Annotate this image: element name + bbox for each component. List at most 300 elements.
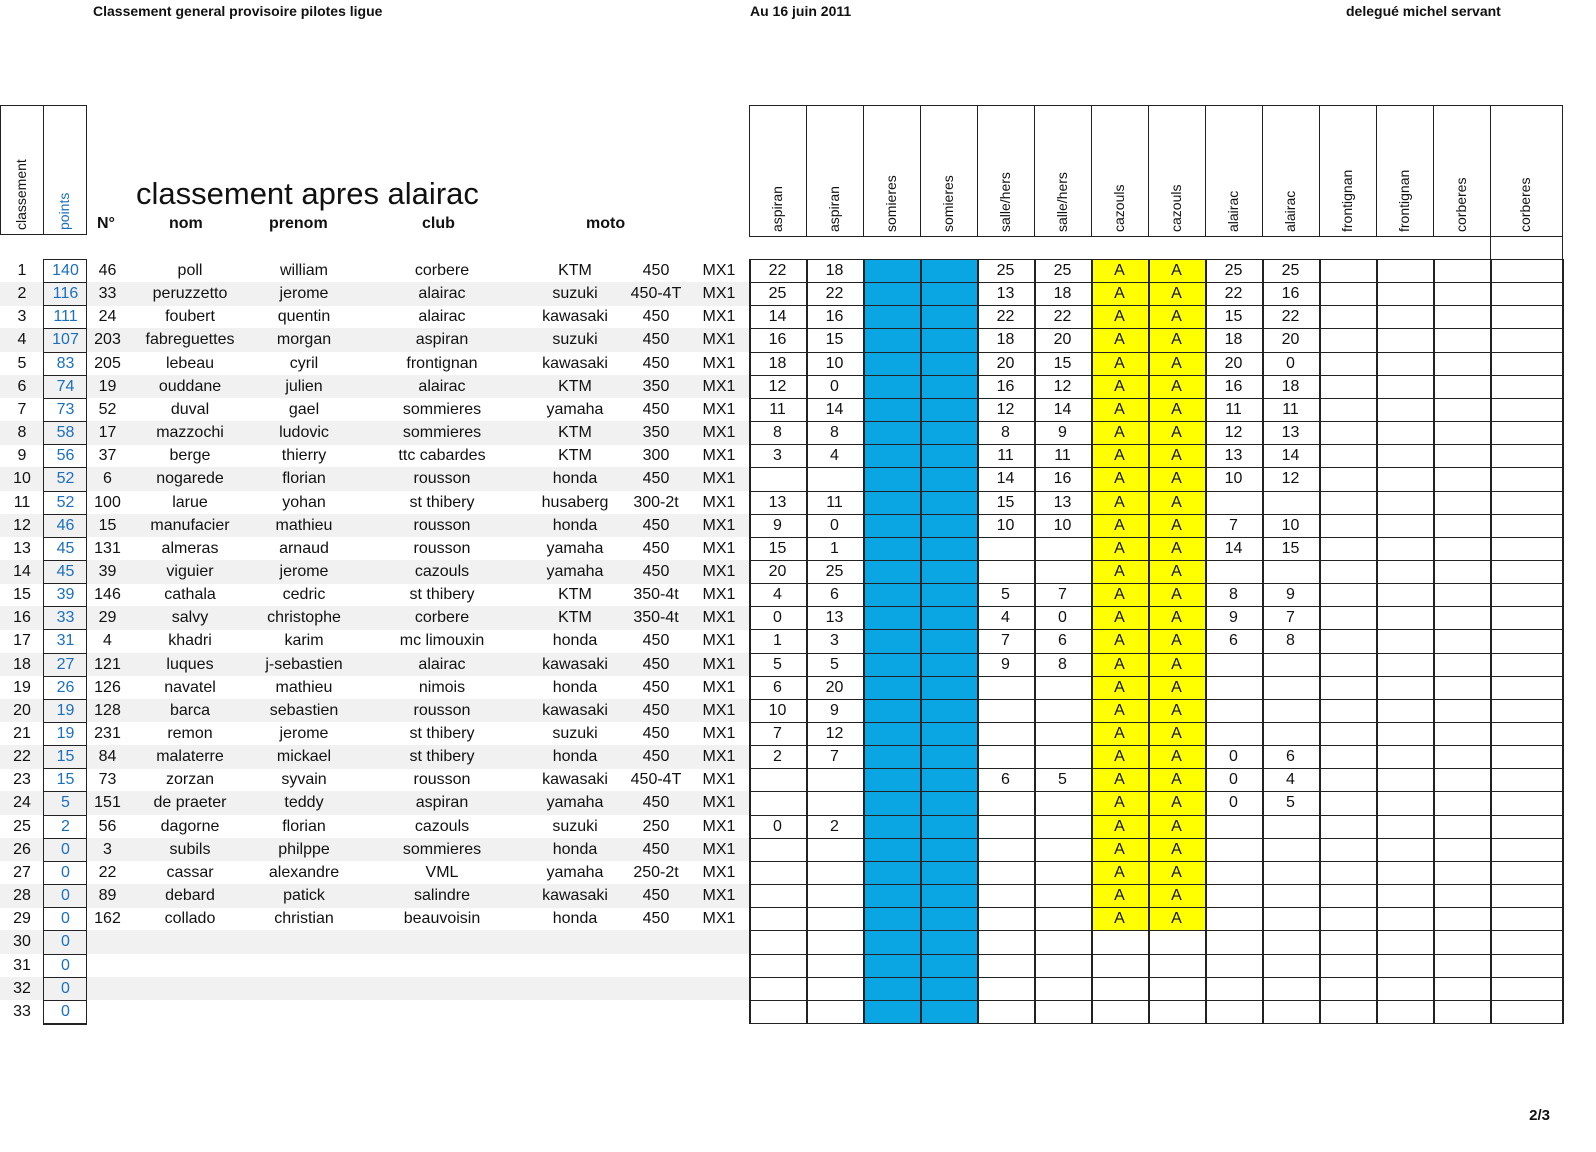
- grid-vline: [1433, 259, 1435, 1024]
- cell-prenom: florian: [282, 817, 326, 835]
- cell-nom: fabreguettes: [145, 331, 235, 349]
- cell-cat: MX1: [702, 748, 736, 766]
- cell-score: 8: [830, 424, 839, 442]
- cell-cyl: 450: [642, 887, 670, 905]
- cell-cat: MX1: [702, 447, 736, 465]
- cell-marque: yamaha: [546, 400, 604, 418]
- cell-cyl: 450: [642, 539, 670, 557]
- cell-num: 126: [94, 678, 121, 696]
- cell-cyl: 450: [642, 701, 670, 719]
- cell-score: 25: [996, 262, 1015, 279]
- cell-points: 19: [56, 701, 75, 719]
- cell-points: 56: [56, 447, 75, 465]
- page-number: 2/3: [1529, 1107, 1550, 1124]
- cell-marque: suzuki: [552, 285, 598, 303]
- cell-score: A: [1171, 470, 1182, 488]
- cell-score: 25: [1281, 262, 1300, 279]
- cell-cyl: 450: [642, 516, 670, 534]
- cell-score: 9: [1058, 424, 1067, 442]
- cell-score: A: [1114, 632, 1125, 650]
- cell-score: 11: [1225, 400, 1242, 418]
- cell-marque: honda: [552, 678, 598, 696]
- cell-score: A: [1171, 493, 1182, 511]
- cell-score: A: [1114, 840, 1125, 858]
- cell-score: 0: [773, 609, 782, 627]
- race-header-label: cazouls: [1167, 184, 1184, 232]
- cell-prenom: patick: [283, 887, 325, 905]
- cell-cyl: 250-2t: [633, 863, 679, 881]
- cell-score: 16: [1281, 285, 1300, 303]
- race-header-label: somieres: [939, 175, 956, 232]
- cell-num: 121: [94, 655, 121, 673]
- cell-points: 74: [56, 377, 75, 395]
- cell-score: A: [1171, 586, 1182, 604]
- race-header-label: salle/hers: [1053, 172, 1070, 232]
- grid-hline: [749, 954, 1563, 955]
- race-header-label: frontignan: [1338, 169, 1355, 232]
- cell-cat: MX1: [702, 725, 736, 742]
- cell-score: 18: [1281, 377, 1300, 395]
- cell-score: 25: [1224, 262, 1243, 279]
- cell-score: 11: [826, 493, 843, 511]
- cell-score: A: [1171, 331, 1182, 349]
- cell-score: A: [1114, 586, 1125, 604]
- cell-score: 8: [1286, 632, 1295, 650]
- cell-points: 0: [61, 887, 70, 905]
- cell-club: rousson: [413, 516, 471, 534]
- cell-score: A: [1171, 863, 1182, 881]
- cell-nom: ouddane: [158, 377, 222, 395]
- cell-marque: honda: [552, 470, 598, 488]
- cell-num: 29: [98, 609, 117, 627]
- cell-rank: 28: [13, 887, 31, 905]
- cell-score: A: [1171, 377, 1182, 395]
- cell-score: 8: [1229, 586, 1238, 604]
- cell-cyl: 350: [642, 377, 670, 395]
- cell-rank: 24: [13, 794, 31, 812]
- cell-club: rousson: [413, 539, 471, 557]
- cell-score: 0: [830, 516, 839, 534]
- cell-score: A: [1171, 609, 1182, 627]
- cell-score: 13: [768, 493, 787, 511]
- cell-marque: honda: [552, 840, 598, 858]
- cell-marque: KTM: [558, 424, 592, 442]
- cell-score: A: [1114, 331, 1125, 349]
- cell-cat: MX1: [702, 562, 736, 580]
- cell-score: 15: [768, 539, 787, 557]
- cell-prenom: philppe: [278, 840, 330, 858]
- cell-rank: 4: [17, 331, 27, 349]
- cell-score: A: [1171, 725, 1182, 742]
- cell-score: 6: [1229, 632, 1238, 650]
- cell-club: st thibery: [409, 748, 475, 766]
- cell-prenom: j-sebastien: [265, 655, 343, 673]
- race-header-label: alairac: [1224, 190, 1241, 232]
- cell-score: A: [1171, 400, 1182, 418]
- cell-score: 9: [1001, 655, 1010, 673]
- column-nom: nom: [169, 215, 203, 232]
- cell-score: 0: [1286, 354, 1295, 372]
- cell-score: 5: [830, 655, 839, 673]
- cell-score: 15: [1053, 354, 1072, 372]
- cell-points: 0: [61, 863, 70, 881]
- cell-nom: berge: [169, 447, 211, 465]
- cell-cat: MX1: [702, 863, 736, 881]
- cell-points: 33: [56, 609, 75, 627]
- cell-score: 20: [1281, 331, 1300, 349]
- cell-score: 16: [1224, 377, 1243, 395]
- cell-marque: husaberg: [541, 493, 609, 511]
- cell-cat: MX1: [702, 910, 736, 928]
- cell-rank: 21: [13, 725, 31, 742]
- cell-score: A: [1171, 655, 1182, 673]
- cell-num: 17: [98, 424, 117, 442]
- cell-points: 0: [61, 1002, 70, 1020]
- cell-club: beauvoisin: [403, 910, 481, 928]
- cell-score: 20: [996, 354, 1015, 372]
- cell-points: 15: [56, 771, 75, 789]
- cell-club: alairac: [418, 377, 466, 395]
- cell-score: A: [1114, 817, 1125, 835]
- cell-score: 2: [773, 748, 782, 766]
- cell-points: 2: [61, 817, 70, 835]
- cell-prenom: karim: [284, 632, 324, 650]
- cell-cat: MX1: [702, 701, 736, 719]
- race-header-label: aspiran: [768, 186, 785, 232]
- cell-club: aspiran: [415, 331, 469, 349]
- cell-rank: 11: [13, 493, 31, 511]
- race-header-label: cazouls: [1110, 184, 1127, 232]
- cell-rank: 12: [13, 516, 31, 534]
- points-label: points: [56, 192, 72, 230]
- cell-score: 4: [1001, 609, 1010, 627]
- cell-score: 20: [1224, 354, 1243, 372]
- cell-nom: collado: [164, 910, 216, 928]
- cell-cat: MX1: [702, 424, 736, 442]
- grid-vline: [1376, 259, 1378, 1024]
- cell-score: 16: [825, 308, 844, 326]
- cell-nom: zorzan: [165, 771, 215, 789]
- cell-points: 0: [61, 979, 70, 997]
- cell-nom: peruzzetto: [152, 285, 228, 303]
- cell-score: 11: [1282, 400, 1299, 418]
- cell-score: A: [1114, 447, 1125, 465]
- cell-score: 9: [1286, 586, 1295, 604]
- cell-score: 0: [773, 817, 782, 835]
- cell-club: sommieres: [402, 400, 482, 418]
- cell-marque: honda: [552, 632, 598, 650]
- cell-score: 12: [825, 725, 844, 742]
- cell-score: 18: [1053, 285, 1072, 303]
- cell-cyl: 250: [642, 817, 670, 835]
- grid-vline: [1490, 259, 1492, 1024]
- cell-score: 8: [1058, 655, 1067, 673]
- cell-num: 231: [94, 725, 121, 742]
- cell-score: 1: [830, 539, 839, 557]
- cell-prenom: thierry: [281, 447, 327, 465]
- race-header-gap: [1490, 236, 1563, 260]
- cell-score: 4: [1286, 771, 1295, 789]
- cell-score: 0: [1229, 794, 1238, 812]
- race-header-label: salle/hers: [996, 172, 1013, 232]
- cell-score: 5: [1058, 771, 1067, 789]
- cell-cyl: 300: [642, 447, 670, 465]
- cell-score: A: [1114, 794, 1125, 812]
- cell-points: 0: [61, 956, 70, 974]
- cell-prenom: jerome: [279, 562, 329, 580]
- column-club: club: [422, 215, 455, 232]
- cell-nom: mazzochi: [156, 424, 224, 442]
- cell-marque: KTM: [558, 609, 592, 627]
- cell-num: 19: [98, 377, 117, 395]
- cell-score: 22: [1224, 285, 1243, 303]
- cell-marque: kawasaki: [542, 887, 608, 905]
- cell-cat: MX1: [702, 632, 736, 650]
- cell-score: 14: [996, 470, 1015, 488]
- cell-points: 52: [56, 470, 75, 488]
- cell-club: alairac: [418, 285, 466, 303]
- cell-cyl: 350-4t: [633, 609, 679, 627]
- cell-score: 12: [1224, 424, 1243, 442]
- cell-prenom: cyril: [289, 354, 319, 372]
- cell-score: A: [1114, 539, 1125, 557]
- cell-cat: MX1: [702, 493, 736, 511]
- cell-rank: 14: [13, 562, 31, 580]
- cell-rank: 15: [13, 586, 31, 604]
- cell-rank: 23: [13, 771, 31, 789]
- cell-prenom: christophe: [267, 609, 341, 627]
- cell-score: A: [1114, 678, 1125, 696]
- cell-rank: 25: [13, 817, 31, 835]
- cell-score: 25: [825, 562, 844, 580]
- cell-score: A: [1114, 285, 1125, 303]
- cell-club: aspiran: [415, 794, 469, 812]
- cell-score: 6: [773, 678, 782, 696]
- cell-score: 13: [1281, 424, 1300, 442]
- cell-nom: nogarede: [156, 470, 224, 488]
- cell-num: 203: [94, 331, 121, 349]
- cell-score: 6: [1001, 771, 1010, 789]
- cell-prenom: sebastien: [269, 701, 339, 719]
- cell-score: A: [1171, 262, 1182, 279]
- cell-cyl: 450-4T: [630, 771, 682, 789]
- cell-score: A: [1171, 562, 1182, 580]
- cell-score: A: [1114, 308, 1125, 326]
- cell-prenom: william: [280, 262, 328, 279]
- cell-score: 20: [1053, 331, 1072, 349]
- cell-score: 14: [1281, 447, 1300, 465]
- cell-score: A: [1114, 655, 1125, 673]
- cell-prenom: mathieu: [275, 516, 333, 534]
- cell-score: 14: [1224, 539, 1243, 557]
- cell-rank: 31: [13, 956, 31, 974]
- cell-points: 19: [56, 725, 75, 742]
- cell-num: 162: [94, 910, 121, 928]
- cell-rank: 29: [13, 910, 31, 928]
- cell-score: 0: [1229, 748, 1238, 766]
- cell-score: 4: [830, 447, 839, 465]
- cell-marque: suzuki: [552, 725, 598, 742]
- cell-score: A: [1114, 354, 1125, 372]
- cell-points: 5: [61, 794, 70, 812]
- cell-club: cazouls: [414, 817, 470, 835]
- cell-cat: MX1: [702, 539, 736, 557]
- cell-cat: MX1: [702, 586, 736, 604]
- cell-rank: 22: [13, 748, 31, 766]
- cell-score: 25: [768, 285, 787, 303]
- cell-score: 0: [1229, 771, 1238, 789]
- cell-club: ttc cabardes: [398, 447, 486, 465]
- cell-score: A: [1114, 910, 1125, 928]
- cell-score: A: [1171, 516, 1182, 534]
- cell-club: nimois: [418, 678, 466, 696]
- cell-nom: remon: [167, 725, 213, 742]
- cell-prenom: mickael: [276, 748, 332, 766]
- race-header-label: frontignan: [1395, 169, 1412, 232]
- cell-score: 9: [1229, 609, 1238, 627]
- cell-marque: suzuki: [552, 331, 598, 349]
- cell-num: 56: [98, 817, 117, 835]
- column-moto: moto: [586, 215, 626, 232]
- cell-points: 52: [56, 493, 75, 511]
- cell-score: A: [1114, 701, 1125, 719]
- cell-marque: yamaha: [546, 539, 604, 557]
- cell-nom: foubert: [165, 308, 215, 326]
- cell-marque: suzuki: [552, 817, 598, 835]
- cell-cyl: 450: [642, 308, 670, 326]
- cell-nom: salvy: [171, 609, 209, 627]
- cell-rank: 13: [13, 539, 31, 557]
- cell-prenom: yohan: [282, 493, 326, 511]
- cell-score: 13: [1053, 493, 1072, 511]
- cell-score: 18: [996, 331, 1015, 349]
- cell-rank: 7: [17, 400, 27, 418]
- cell-club: cazouls: [414, 562, 470, 580]
- cell-points: 45: [56, 562, 75, 580]
- cell-cat: MX1: [702, 609, 736, 627]
- cell-rank: 1: [17, 262, 27, 279]
- cell-num: 151: [94, 794, 121, 812]
- cell-score: 12: [1053, 377, 1072, 395]
- cell-score: A: [1171, 632, 1182, 650]
- cell-prenom: teddy: [284, 794, 324, 812]
- cell-cyl: 450: [642, 562, 670, 580]
- cell-num: 3: [103, 840, 112, 858]
- cell-marque: KTM: [558, 586, 592, 604]
- cell-cyl: 450: [642, 748, 670, 766]
- cell-score: 18: [768, 354, 787, 372]
- cell-marque: KTM: [558, 447, 592, 465]
- cell-cat: MX1: [702, 400, 736, 418]
- cell-score: 5: [773, 655, 782, 673]
- cell-marque: kawasaki: [542, 655, 608, 673]
- cell-cat: MX1: [702, 794, 736, 812]
- cell-score: 11: [997, 447, 1014, 465]
- cell-num: 6: [103, 470, 112, 488]
- cell-score: A: [1171, 817, 1182, 835]
- cell-cat: MX1: [702, 308, 736, 326]
- cell-score: 9: [773, 516, 782, 534]
- cell-score: 12: [1281, 470, 1300, 488]
- cell-score: 1: [773, 632, 782, 650]
- cell-num: 46: [98, 262, 117, 279]
- cell-score: A: [1171, 447, 1182, 465]
- cell-score: 18: [825, 262, 844, 279]
- cell-rank: 20: [13, 701, 31, 719]
- cell-club: VML: [425, 863, 459, 881]
- cell-cat: MX1: [702, 655, 736, 673]
- cell-score: 5: [1286, 794, 1295, 812]
- cell-score: 5: [1001, 586, 1010, 604]
- cell-score: 22: [996, 308, 1015, 326]
- grid-vline: [863, 259, 865, 1024]
- column-num: N°: [97, 215, 115, 232]
- cell-rank: 3: [17, 308, 27, 326]
- cell-score: A: [1114, 771, 1125, 789]
- cell-marque: yamaha: [546, 863, 604, 881]
- cell-num: 128: [94, 701, 121, 719]
- cell-score: A: [1171, 771, 1182, 789]
- cell-nom: larue: [172, 493, 208, 511]
- cell-cyl: 450: [642, 794, 670, 812]
- cell-club: rousson: [413, 701, 471, 719]
- race-header-label: somieres: [882, 175, 899, 232]
- cell-score: 3: [830, 632, 839, 650]
- report-date: Au 16 juin 2011: [750, 3, 852, 19]
- cell-rank: 5: [17, 354, 27, 372]
- cell-prenom: ludovic: [279, 424, 329, 442]
- cell-num: 146: [94, 586, 121, 604]
- cell-points: 116: [52, 285, 79, 303]
- cell-rank: 17: [13, 632, 31, 650]
- cell-prenom: arnaud: [279, 539, 329, 557]
- cell-club: alairac: [418, 308, 466, 326]
- cell-score: 20: [825, 678, 844, 696]
- cell-score: 8: [1001, 424, 1010, 442]
- cell-nom: manufacier: [150, 516, 230, 534]
- points-hline: [43, 1023, 87, 1024]
- cell-score: A: [1114, 516, 1125, 534]
- cell-cyl: 450: [642, 840, 670, 858]
- cell-points: 0: [61, 933, 70, 951]
- cell-club: st thibery: [409, 493, 475, 511]
- cell-score: 25: [1053, 262, 1072, 279]
- cell-club: sommieres: [402, 424, 482, 442]
- cell-prenom: cedric: [282, 586, 326, 604]
- cell-score: 13: [996, 285, 1015, 303]
- cell-score: 7: [1001, 632, 1010, 650]
- cell-nom: de praeter: [153, 794, 227, 812]
- cell-score: 15: [1224, 308, 1243, 326]
- race-header-label: corberes: [1517, 177, 1533, 232]
- cell-cat: MX1: [702, 817, 736, 835]
- cell-score: A: [1171, 354, 1182, 372]
- cell-prenom: syvain: [281, 771, 327, 789]
- cell-cyl: 450: [642, 262, 670, 279]
- cell-points: 39: [56, 586, 75, 604]
- cell-score: A: [1114, 400, 1125, 418]
- column-prenom: prenom: [269, 215, 328, 232]
- cell-num: 205: [94, 354, 121, 372]
- cell-score: 14: [768, 308, 787, 326]
- cell-points: 140: [52, 262, 79, 279]
- cell-score: 15: [996, 493, 1015, 511]
- classement-label: classement: [13, 159, 29, 230]
- cell-score: 6: [830, 586, 839, 604]
- document-title: Classement general provisoire pilotes ligue: [93, 3, 383, 19]
- cell-club: frontignan: [406, 354, 478, 372]
- cell-marque: KTM: [558, 377, 592, 395]
